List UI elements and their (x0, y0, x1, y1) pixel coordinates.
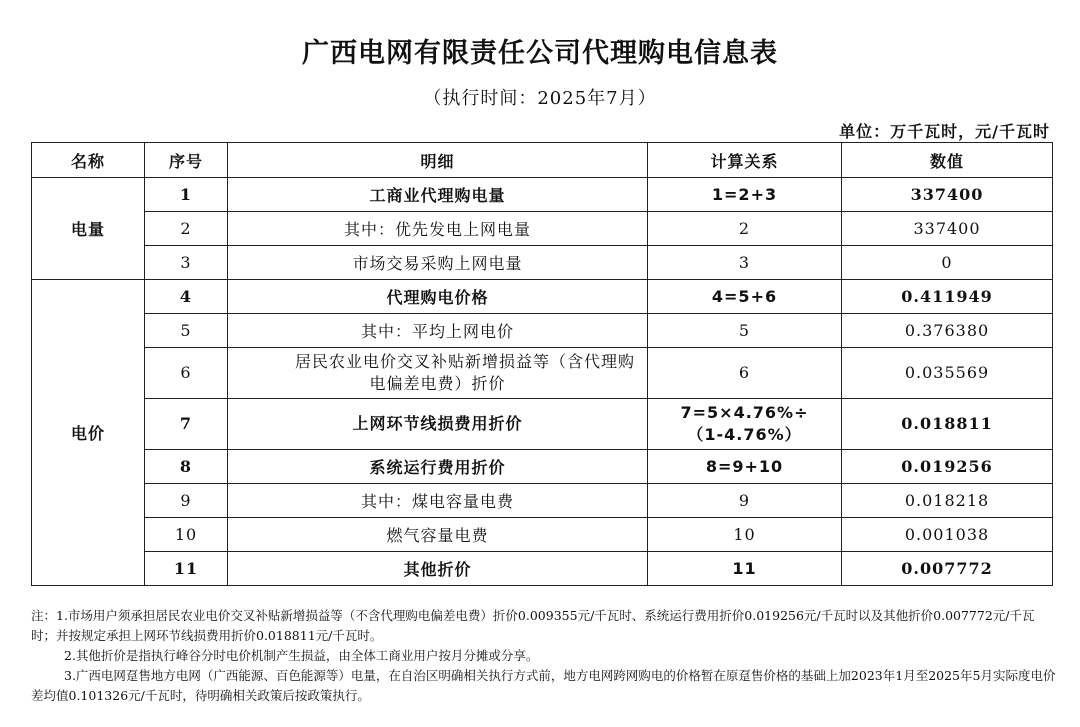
table-row (32, 314, 1053, 348)
row-detail: 燃气容量电费 (228, 518, 648, 552)
row-formula: 6 (648, 348, 842, 399)
row-seq: 5 (145, 314, 228, 348)
row-seq: 3 (145, 246, 228, 280)
row-value: 0 (842, 246, 1053, 280)
row-seq: 8 (145, 450, 228, 484)
row-formula: 9 (648, 484, 842, 518)
row-detail: 其中：优先发电上网电量 (228, 212, 648, 246)
info-table (31, 142, 1053, 586)
table-header-row (32, 143, 1053, 178)
row-formula: 7=5×4.76%÷（1-4.76%） (648, 399, 842, 450)
table-row (32, 399, 1053, 450)
row-value: 337400 (842, 178, 1053, 212)
table-row (32, 280, 1053, 314)
table-row (32, 518, 1053, 552)
table-row (32, 450, 1053, 484)
row-value: 0.018218 (842, 484, 1053, 518)
row-seq: 7 (145, 399, 228, 450)
execution-time: （执行时间：2025年7月） (423, 88, 657, 109)
row-detail: 工商业代理购电量 (228, 178, 648, 212)
table-row (32, 552, 1053, 586)
row-detail: 其中：煤电容量电费 (228, 484, 648, 518)
table-row (32, 348, 1053, 399)
category-energy: 电量 (32, 178, 145, 280)
row-detail: 上网环节线损费用折价 (228, 399, 648, 450)
row-formula: 11 (648, 552, 842, 586)
row-detail: 系统运行费用折价 (228, 450, 648, 484)
row-value: 0.035569 (842, 348, 1053, 399)
unit-label: 单位：万千瓦时，元/千瓦时 (839, 122, 1050, 141)
row-seq: 2 (145, 212, 228, 246)
table-row (32, 484, 1053, 518)
table-row (32, 246, 1053, 280)
row-value: 337400 (842, 212, 1053, 246)
header-name: 名称 (32, 143, 145, 178)
row-formula: 10 (648, 518, 842, 552)
page-title: 广西电网有限责任公司代理购电信息表 (302, 38, 778, 69)
note-1: 注：1.市场用户须承担居民农业电价交叉补贴新增损益等（不含代理购电偏差电费）折价0.009355元/千瓦时、系统运行费用折价0.019256元/千瓦时以及其他折价0.007772元/千瓦时；并按规定承担上网环节线损费用折价0.018811元/千瓦时。 (31, 608, 1035, 643)
header-seq: 序号 (145, 143, 228, 178)
row-value: 0.019256 (842, 450, 1053, 484)
header-value: 数值 (842, 143, 1053, 178)
table-row (32, 178, 1053, 212)
row-formula: 5 (648, 314, 842, 348)
row-seq: 9 (145, 484, 228, 518)
header-formula: 计算关系 (648, 143, 842, 178)
row-value: 0.018811 (842, 399, 1053, 450)
row-detail: 市场交易采购上网电量 (228, 246, 648, 280)
row-formula: 2 (648, 212, 842, 246)
note-3: 3.广西电网趸售地方电网（广西能源、百色能源等）电量，在自治区明确相关执行方式前，地方电网跨网购电的价格暂在原趸售价格的基础上加2023年1月至2025年5月实际度电价差均值0.101326元/千瓦时，待明确相关政策后按政策执行。 (31, 668, 1056, 703)
row-seq: 6 (145, 348, 228, 399)
row-formula: 8=9+10 (648, 450, 842, 484)
row-formula: 1=2+3 (648, 178, 842, 212)
row-value: 0.007772 (842, 552, 1053, 586)
header-detail: 明细 (228, 143, 648, 178)
row-detail: 居民农业电价交叉补贴新增损益等（含代理购电偏差电费）折价 (228, 348, 648, 399)
row-formula: 3 (648, 246, 842, 280)
row-seq: 1 (145, 178, 228, 212)
table-row (32, 212, 1053, 246)
row-value: 0.411949 (842, 280, 1053, 314)
row-seq: 10 (145, 518, 228, 552)
notes-section (31, 606, 1056, 706)
row-detail: 代理购电价格 (228, 280, 648, 314)
row-detail: 其中：平均上网电价 (228, 314, 648, 348)
row-detail: 其他折价 (228, 552, 648, 586)
row-formula: 4=5+6 (648, 280, 842, 314)
category-price: 电价 (32, 280, 145, 586)
row-value: 0.001038 (842, 518, 1053, 552)
row-seq: 11 (145, 552, 228, 586)
note-2: 2.其他折价是指执行峰谷分时电价机制产生损益，由全体工商业用户按月分摊或分享。 (64, 648, 539, 663)
row-value: 0.376380 (842, 314, 1053, 348)
row-seq: 4 (145, 280, 228, 314)
